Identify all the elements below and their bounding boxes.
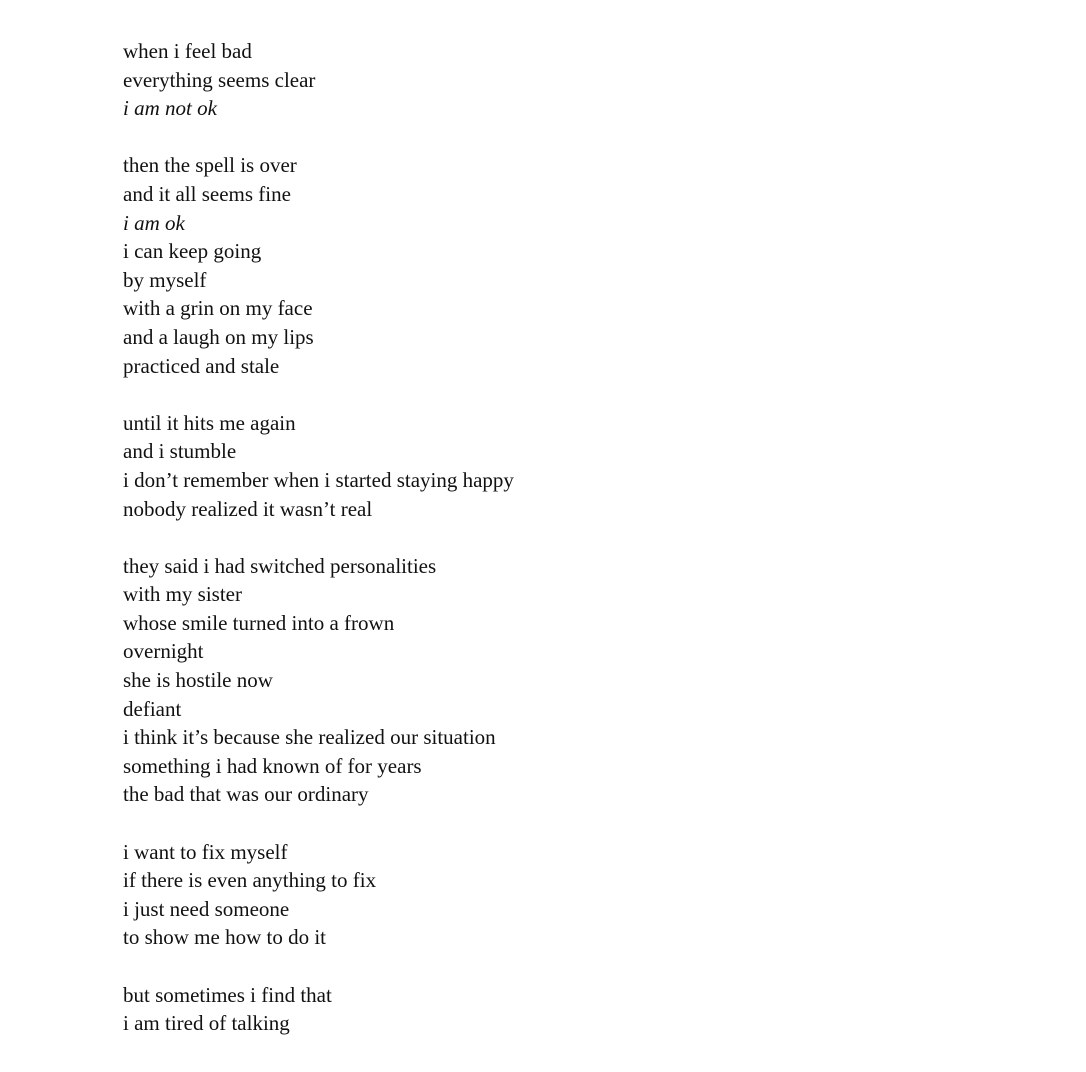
poem-line: and i stumble [123, 439, 237, 464]
poem-stanza [123, 981, 514, 1038]
poem-line: if there is even anything to fix [123, 868, 377, 893]
poem-line: and a laugh on my lips [123, 324, 314, 349]
poem-line: i am tired of talking [123, 1011, 290, 1036]
poem-line: nobody realized it wasn’t real [123, 496, 373, 521]
poem-text [123, 37, 514, 1038]
poem-stanza [123, 151, 514, 380]
poem-line: then the spell is over [123, 153, 297, 178]
poem-line: with a grin on my face [123, 296, 313, 321]
poem-line: i can keep going [123, 239, 262, 264]
poem-line: she is hostile now [123, 668, 273, 693]
poem-line: to show me how to do it [123, 925, 326, 950]
poem-line: when i feel bad [123, 39, 252, 63]
poem-line: everything seems clear [123, 67, 316, 92]
poem-line: whose smile turned into a frown [123, 610, 395, 635]
poem-line: i am not ok [123, 96, 217, 121]
poem-stanza [123, 552, 514, 809]
poem-line: overnight [123, 639, 204, 664]
poem-line: i want to fix myself [123, 839, 288, 864]
poem-line: until it hits me again [123, 410, 296, 435]
poem-stanza [123, 409, 514, 523]
poem-stanza [123, 37, 514, 123]
poem-stanza [123, 838, 514, 952]
poem-line: by myself [123, 267, 207, 292]
poem-line: something i had known of for years [123, 753, 422, 778]
poem-line: with my sister [123, 582, 242, 607]
poem-line: and it all seems fine [123, 181, 291, 206]
poem-line: but sometimes i find that [123, 982, 332, 1007]
poem-line: i think it’s because she realized our situation [123, 725, 496, 750]
poem-line: they said i had switched personalities [123, 553, 437, 578]
poem-line: i am ok [123, 210, 185, 235]
poem-line: defiant [123, 696, 182, 721]
poem-line: i don’t remember when i started staying happy [123, 467, 514, 492]
poem-line: practiced and stale [123, 353, 280, 378]
poem-line: i just need someone [123, 896, 290, 921]
poem-line: the bad that was our ordinary [123, 782, 369, 807]
